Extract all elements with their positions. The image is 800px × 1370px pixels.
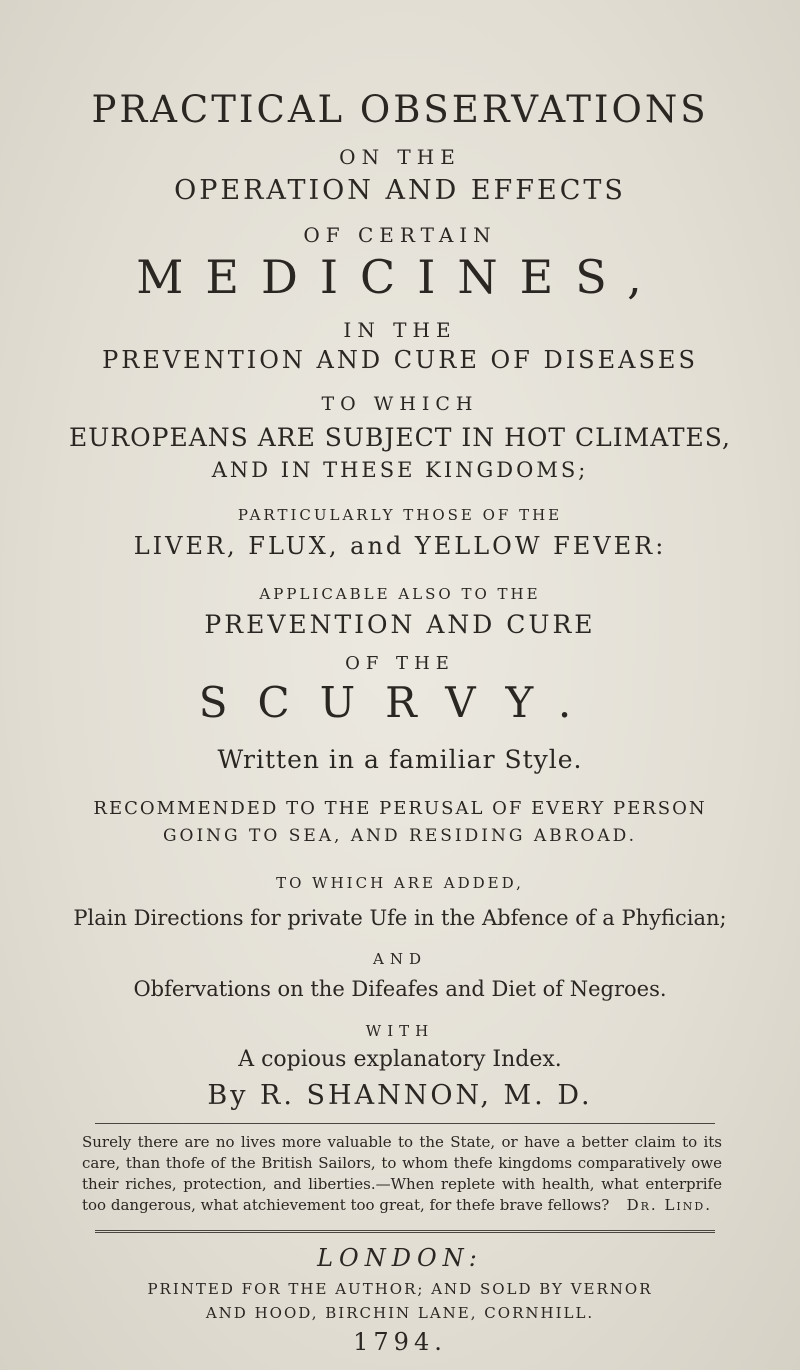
to-which: TO WHICH bbox=[321, 393, 479, 415]
applicable: APPLICABLE ALSO TO THE bbox=[259, 585, 541, 603]
title-line-1: PRACTICAL OBSERVATIONS bbox=[91, 88, 709, 131]
index: A copious explanatory Index. bbox=[238, 1047, 562, 1072]
with: WITH bbox=[365, 1022, 435, 1040]
to-which-added: TO WHICH ARE ADDED, bbox=[276, 874, 524, 892]
imprint-year: 1794. bbox=[353, 1328, 447, 1356]
title-line-3: PREVENTION AND CURE OF DISEASES bbox=[102, 346, 698, 374]
medicines: MEDICINES, bbox=[136, 250, 664, 304]
diseases: LIVER, FLUX, and YELLOW FEVER: bbox=[133, 532, 667, 560]
particularly: PARTICULARLY THOSE OF THE bbox=[237, 506, 563, 524]
style-line: Written in a familiar Style. bbox=[217, 745, 583, 774]
imprint-address: AND HOOD, BIRCHIN LANE, CORNHILL. bbox=[205, 1304, 595, 1322]
rule-bottom bbox=[95, 1230, 715, 1233]
and: AND bbox=[373, 950, 427, 968]
epigraph bbox=[82, 1132, 722, 1216]
prevention-cure: PREVENTION AND CURE bbox=[204, 610, 596, 639]
epigraph-text: Surely there are no lives more valuable to the State, or have a better claim to its care, than thofe of the British Sailors, to whom thefe kingdoms comparatively owe their riches, protection, and liberties.—When replete with health, what enterprife too dangerous, what atchievement too great, for thefe brave fellows? bbox=[82, 1133, 722, 1214]
title-line-2: OPERATION AND EFFECTS bbox=[174, 175, 626, 206]
imprint-printed-for: PRINTED FOR THE AUTHOR; AND SOLD BY VERNOR bbox=[147, 1280, 653, 1298]
going-abroad: GOING TO SEA, AND RESIDING ABROAD. bbox=[162, 826, 638, 846]
directions: Plain Directions for private Ufe in the Abfence of a Phyfician; bbox=[73, 906, 727, 930]
author: By R. SHANNON, M. D. bbox=[207, 1080, 593, 1111]
imprint-city: LONDON: bbox=[317, 1244, 483, 1272]
observations: Obfervations on the Difeafes and Diet of Negroes. bbox=[133, 977, 667, 1001]
scurvy: SCURVY. bbox=[198, 678, 602, 727]
recommended: RECOMMENDED TO THE PERUSAL OF EVERY PERSON bbox=[93, 798, 707, 819]
title-line-4: EUROPEANS ARE SUBJECT IN HOT CLIMATES, bbox=[69, 423, 731, 452]
in-the: IN THE bbox=[343, 318, 457, 342]
on-the: ON THE bbox=[339, 145, 461, 169]
rule-top bbox=[95, 1123, 715, 1124]
of-the: OF THE bbox=[345, 653, 455, 674]
epigraph-attribution: Dr. Lind. bbox=[626, 1196, 712, 1214]
title-line-5: AND IN THESE KINGDOMS; bbox=[211, 458, 589, 482]
of-certain: OF CERTAIN bbox=[303, 223, 497, 247]
